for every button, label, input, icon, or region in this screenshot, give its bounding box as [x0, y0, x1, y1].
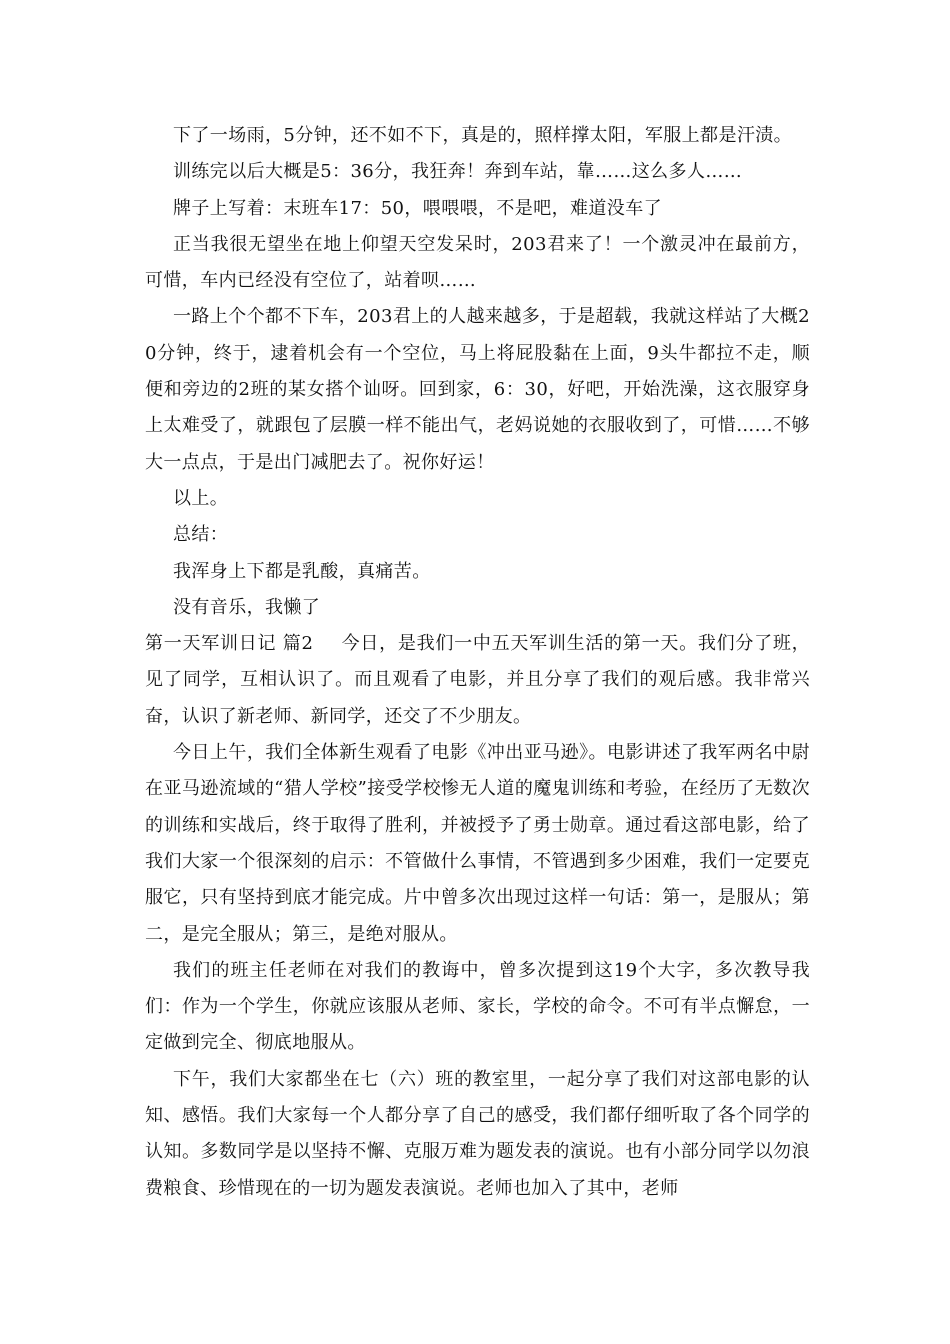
- paragraph-bus-arrives: 正当我很无望坐在地上仰望天空发呆时，203君来了！一个激灵冲在最前方，可惜，车内已经没有空位了，站着呗……: [145, 233, 810, 292]
- paragraph-summary-2: 没有音乐，我懒了: [173, 596, 321, 618]
- section2-first-paragraph: 今日，是我们一中五天军训生活的第一天。我们分了班，见了同学，互相认识了。而且观看了电影，并且分享了我们的观后感。我非常兴奋，认识了新老师、新同学，还交了不少朋友。: [145, 633, 810, 727]
- paragraph-summary-label: 总结：: [173, 524, 229, 546]
- paragraph-rain: 下了一场雨，5分钟，还不如不下，真是的，照样撑太阳，军服上都是汗渍。: [173, 125, 793, 146]
- section2-intro-paragraph: [145, 626, 810, 735]
- paragraph-that-is-all: 以上。: [173, 487, 229, 509]
- paragraph-after-training: 训练完以后大概是5：36分，我狂奔！奔到车站，靠……这么多人……: [173, 161, 743, 183]
- section2-heading: 第一天军训日记 篇2: [145, 633, 314, 655]
- paragraph-movie: 今日上午，我们全体新生观看了电影《冲出亚马逊》。电影讲述了我军两名中尉在亚马逊流域的“猎人学校”接受学校惨无人道的魔鬼训练和考验，在经历了无数次的训练和实战后，终于取得了胜利，并被授予了勇士勋章。通过看这部电影，给了我们大家一个很深刻的启示：不管做什么事情，不管遇到多少困难，我们一定要克服它，只有坚持到底才能完成。片中曾多次出现过这样一句话：第一，是服从；第二，是完全服从；第三，是绝对服从。: [145, 742, 810, 945]
- paragraph-bus-sign: 牌子上写着：末班车17：50，喂喂喂，不是吧，难道没车了: [173, 197, 663, 219]
- paragraph-summary-1: 我浑身上下都是乳酸，真痛苦。: [173, 560, 431, 582]
- document-body: [145, 118, 810, 1207]
- paragraph-teacher: 我们的班主任老师在对我们的教诲中，曾多次提到这19个大字，多次教导我们：作为一个学生，你就应该服从老师、家长，学校的命令。不可有半点懈怠，一定做到完全、彻底地服从。: [145, 959, 810, 1054]
- paragraph-bus-ride: 一路上个个都不下车，203君上的人越来越多，于是超载，我就这样站了大概20分钟，终于，逮着机会有一个空位，马上将屁股黏在上面，9头牛都拉不走，顺便和旁边的2班的某女搭个讪呀。回到家，6：30，好吧，开始洗澡，这衣服穿身上太难受了，就跟包了层膜一样不能出气，老妈说她的衣服收到了，可惜……不够大一点点，于是出门减肥去了。祝你好运！: [145, 306, 810, 473]
- paragraph-afternoon: 下午，我们大家都坐在七（六）班的教室里，一起分享了我们对这部电影的认知、感悟。我们大家每一个人都分享了自己的感受，我们都仔细听取了各个同学的认知。多数同学是以坚持不懈、克服万难为题发表的演说。也有小部分同学以勿浪费粮食、珍惜现在的一切为题发表演说。老师也加入了其中，老师: [145, 1068, 810, 1199]
